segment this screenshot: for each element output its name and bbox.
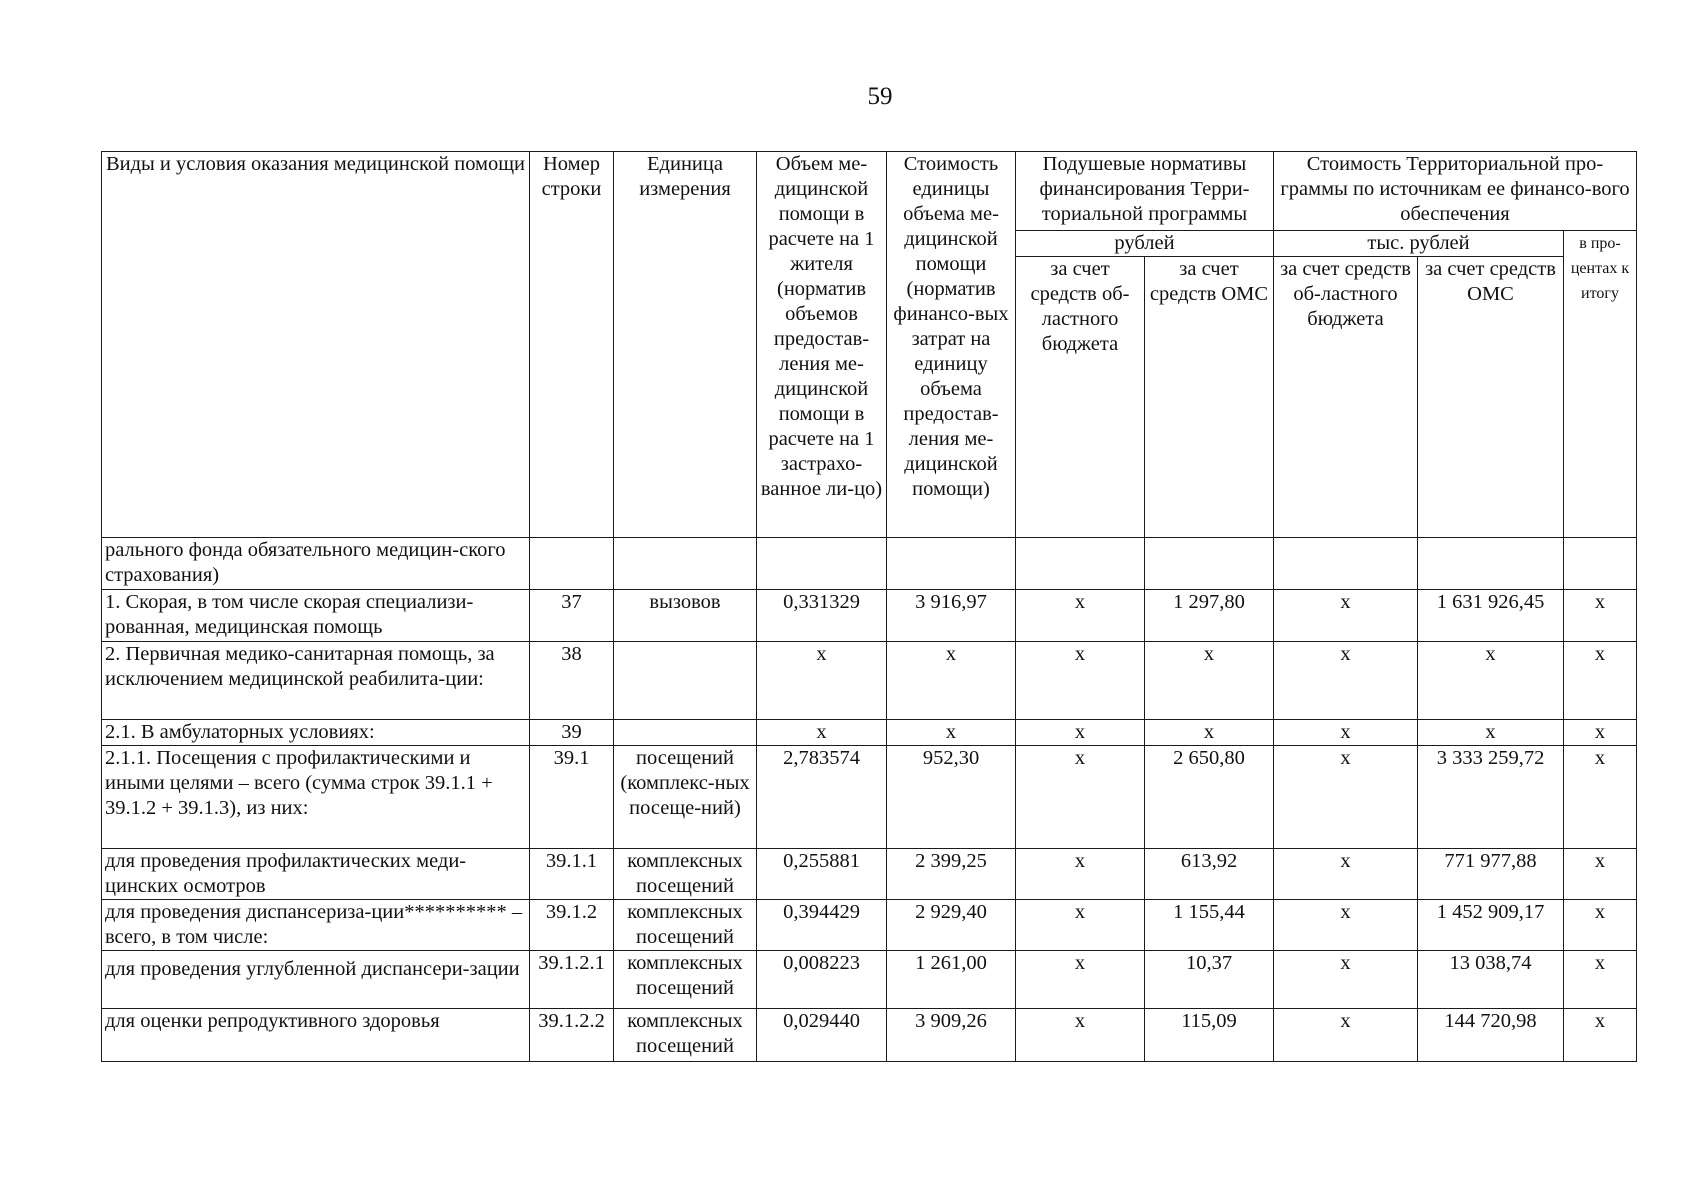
row-cost: 3 916,97 [887, 590, 1016, 642]
row-tc-budget: х [1274, 951, 1418, 1009]
row-cost: 3 909,26 [887, 1009, 1016, 1062]
row-number: 38 [530, 642, 614, 720]
table-row [102, 951, 1637, 1009]
row-pc-budget: х [1016, 849, 1145, 900]
row-unit: вызовов [614, 590, 757, 642]
header-tc-budget: за счет средств об-ластного бюджета [1274, 257, 1418, 538]
row-tc-budget: х [1274, 849, 1418, 900]
header-pc-budget: за счет средств об-ластного бюджета [1016, 257, 1145, 538]
row-pc-oms: 1 297,80 [1145, 590, 1274, 642]
table-row [102, 746, 1637, 849]
row-pc-oms: 2 650,80 [1145, 746, 1274, 849]
row-pc-budget: х [1016, 900, 1145, 951]
row-cost: 2 929,40 [887, 900, 1016, 951]
row-name: 2. Первичная медико-санитарная помощь, за исключением медицинской реабилита-ции: [102, 642, 530, 720]
row-pc-budget: х [1016, 590, 1145, 642]
row-name: для проведения углубленной диспансери-зации [102, 951, 530, 1009]
row-unit: комплексных посещений [614, 1009, 757, 1062]
row-name: для проведения профилактических меди-цинских осмотров [102, 849, 530, 900]
row-pc-oms: 613,92 [1145, 849, 1274, 900]
row-cost: х [887, 720, 1016, 746]
row-tc-oms: 1 631 926,45 [1418, 590, 1564, 642]
row-unit [614, 720, 757, 746]
row-unit [614, 642, 757, 720]
row-cost [887, 538, 1016, 590]
row-volume [757, 538, 887, 590]
row-name: 1. Скорая, в том числе скорая специализи-рованная, медицинская помощь [102, 590, 530, 642]
table-row [102, 590, 1637, 642]
row-number: 39.1.2 [530, 900, 614, 951]
row-pc-budget: х [1016, 642, 1145, 720]
row-volume: х [757, 642, 887, 720]
row-unit: комплексных посещений [614, 951, 757, 1009]
row-pc-budget: х [1016, 1009, 1145, 1062]
row-tc-budget: х [1274, 900, 1418, 951]
row-number: 39.1.1 [530, 849, 614, 900]
row-volume: х [757, 720, 887, 746]
row-number: 39.1.2.1 [530, 951, 614, 1009]
table-row [102, 900, 1637, 951]
header-unit: Единица измерения [614, 152, 757, 538]
header-volume: Объем ме-дицинской помощи в расчете на 1 жителя (норматив объемов предостав-ления ме-дицинской помощи в расчете на 1 застрахо-ванное ли-цо) [757, 152, 887, 538]
header-kind: Виды и условия оказания медицинской помощи [102, 152, 530, 538]
header-thousand-rubles: тыс. рублей [1274, 231, 1564, 257]
header-rubles: рублей [1016, 231, 1274, 257]
row-unit: комплексных посещений [614, 849, 757, 900]
row-percent [1564, 538, 1637, 590]
row-pc-budget: х [1016, 720, 1145, 746]
table-row [102, 1009, 1637, 1062]
row-tc-budget: х [1274, 1009, 1418, 1062]
row-pc-budget [1016, 538, 1145, 590]
row-tc-oms: 771 977,88 [1418, 849, 1564, 900]
row-tc-budget: х [1274, 590, 1418, 642]
row-pc-oms: 115,09 [1145, 1009, 1274, 1062]
financing-table [101, 151, 1637, 1062]
header-row-number: Номер строки [530, 152, 614, 538]
row-tc-budget: х [1274, 642, 1418, 720]
row-cost: 952,30 [887, 746, 1016, 849]
row-tc-oms: х [1418, 720, 1564, 746]
row-unit [614, 538, 757, 590]
row-percent: х [1564, 849, 1637, 900]
row-percent: х [1564, 746, 1637, 849]
row-percent: х [1564, 1009, 1637, 1062]
row-name: рального фонда обязательного медицин-ского страхования) [102, 538, 530, 590]
header-percent: в про-центах к итогу [1564, 231, 1637, 538]
row-number: 39.1.2.2 [530, 1009, 614, 1062]
row-pc-oms [1145, 538, 1274, 590]
header-pc-oms: за счет средств ОМС [1145, 257, 1274, 538]
page-number: 59 [867, 83, 893, 110]
row-number: 39.1 [530, 746, 614, 849]
row-volume: 0,008223 [757, 951, 887, 1009]
table-row [102, 849, 1637, 900]
row-tc-budget [1274, 538, 1418, 590]
row-volume: 0,394429 [757, 900, 887, 951]
row-volume: 0,331329 [757, 590, 887, 642]
row-name: для оценки репродуктивного здоровья [102, 1009, 530, 1062]
row-pc-oms: 1 155,44 [1145, 900, 1274, 951]
row-name: 2.1.1. Посещения с профилактическими и иными целями – всего (сумма строк 39.1.1 + 39.1.2 + 39.1.3), из них: [102, 746, 530, 849]
row-percent: х [1564, 642, 1637, 720]
row-tc-budget: х [1274, 720, 1418, 746]
row-unit: посещений (комплекс-ных посеще-ний) [614, 746, 757, 849]
header-total-cost: Стоимость Территориальной про-граммы по источникам ее финансо-вого обеспечения [1274, 152, 1637, 231]
header-per-capita: Подушевые нормативы финансирования Терри-ториальной программы [1016, 152, 1274, 231]
row-name: 2.1. В амбулаторных условиях: [102, 720, 530, 746]
row-tc-oms: 3 333 259,72 [1418, 746, 1564, 849]
row-number: 37 [530, 590, 614, 642]
row-percent: х [1564, 720, 1637, 746]
row-name: для проведения диспансериза-ции********** – всего, в том числе: [102, 900, 530, 951]
row-percent: х [1564, 900, 1637, 951]
row-number: 39 [530, 720, 614, 746]
row-tc-oms: 144 720,98 [1418, 1009, 1564, 1062]
row-cost: 1 261,00 [887, 951, 1016, 1009]
row-tc-oms: 1 452 909,17 [1418, 900, 1564, 951]
row-percent: х [1564, 590, 1637, 642]
row-cost: 2 399,25 [887, 849, 1016, 900]
row-volume: 0,255881 [757, 849, 887, 900]
row-tc-oms: 13 038,74 [1418, 951, 1564, 1009]
row-pc-oms: х [1145, 642, 1274, 720]
row-pc-budget: х [1016, 951, 1145, 1009]
table-row [102, 642, 1637, 720]
row-pc-oms: х [1145, 720, 1274, 746]
row-pc-oms: 10,37 [1145, 951, 1274, 1009]
row-pc-budget: х [1016, 746, 1145, 849]
row-tc-oms [1418, 538, 1564, 590]
row-tc-oms: х [1418, 642, 1564, 720]
table-row [102, 538, 1637, 590]
row-tc-budget: х [1274, 746, 1418, 849]
row-volume: 0,029440 [757, 1009, 887, 1062]
header-tc-oms: за счет средств ОМС [1418, 257, 1564, 538]
header-unit-cost: Стоимость единицы объема ме-дицинской помощи (норматив финансо-вых затрат на единицу объема предостав-ления ме-дицинской помощи) [887, 152, 1016, 538]
row-cost: х [887, 642, 1016, 720]
row-number [530, 538, 614, 590]
row-unit: комплексных посещений [614, 900, 757, 951]
row-volume: 2,783574 [757, 746, 887, 849]
row-percent: х [1564, 951, 1637, 1009]
table-row [102, 720, 1637, 746]
